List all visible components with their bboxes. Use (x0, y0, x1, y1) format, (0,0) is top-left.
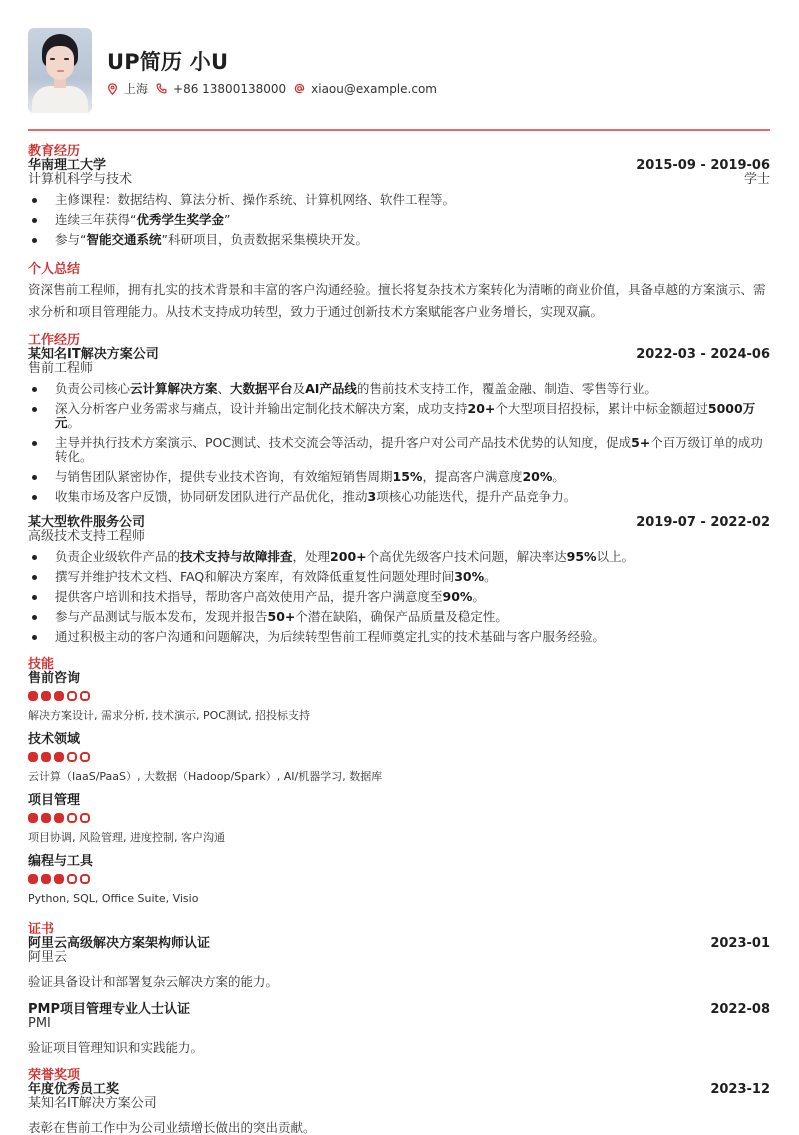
company-name: 某大型软件服务公司 (28, 515, 146, 530)
section-title: 个人总结 (28, 262, 81, 277)
avatar (28, 28, 92, 113)
rating-dot-filled (28, 752, 38, 762)
major: 计算机科学与技术 (28, 172, 133, 187)
certificate-date: 2023-01 (710, 936, 770, 951)
skill-item (28, 855, 770, 906)
skill-rating (28, 752, 770, 762)
skill-detail: 云计算（IaaS/PaaS）, 大数据（Hadoop/Spark）, AI/机器学习, 数据库 (28, 770, 383, 783)
skill-detail: Python, SQL, Office Suite, Visio (28, 892, 199, 905)
certificate-item (28, 937, 770, 989)
skill-detail: 解决方案设计, 需求分析, 技术演示, POC测试, 招投标支持 (28, 709, 310, 722)
award-item (28, 1083, 770, 1135)
section-title: 荣誉奖项 (28, 1068, 81, 1083)
rating-dot-filled (28, 691, 38, 701)
rating-dot-empty (80, 691, 90, 701)
rating-dot-empty (80, 874, 90, 884)
list-item: 提供客户培训和技术指导，帮助客户高效使用产品，提升客户满意度至90%。 (28, 590, 770, 604)
degree: 学士 (743, 172, 770, 187)
awards-section (28, 1069, 770, 1135)
award-name: 年度优秀员工奖 (28, 1082, 120, 1097)
rating-dot-empty (67, 691, 77, 701)
skill-name: 编程与工具 (28, 854, 94, 869)
list-item: 与销售团队紧密协作，提供专业技术咨询，有效缩短销售周期15%，提高客户满意度20%。 (28, 470, 770, 484)
rating-dot-filled (54, 752, 64, 762)
list-item: 负责企业级软件产品的技术支持与故障排查，处理200+个高优先级客户技术问题，解决率达95%以上。 (28, 550, 770, 564)
job-role: 售前工程师 (28, 361, 94, 376)
email-text: xiaou@example.com (311, 81, 437, 96)
education-section (28, 145, 770, 253)
list-item: 参与产品测试与版本发布，发现并报告50+个潜在缺陷，确保产品质量及稳定性。 (28, 610, 770, 624)
award-desc: 表彰在售前工作中为公司业绩增长做出的突出贡献。 (28, 1120, 316, 1135)
skill-name: 技术领域 (28, 732, 81, 747)
section-title: 证书 (28, 922, 55, 937)
list-item: 主导并执行技术方案演示、POC测试、技术交流会等活动，提升客户对公司产品技术优势的认知度，促成5+个百万级订单的成功转化。 (28, 436, 770, 464)
summary-text: 资深售前工程师，拥有扎实的技术背景和丰富的客户沟通经验。擅长将复杂技术方案转化为清晰的商业价值，具备卓越的方案演示、需求分析和项目管理能力。从技术支持成功转型，致力于通过创新技术方案赋能客户业务增长，实现双赢。 (28, 282, 766, 319)
skill-item (28, 794, 770, 845)
section-title: 教育经历 (28, 144, 81, 159)
rating-dot-filled (54, 874, 64, 884)
rating-dot-filled (54, 691, 64, 701)
certificate-desc: 验证项目管理知识和实践能力。 (28, 1040, 204, 1055)
rating-dot-empty (67, 813, 77, 823)
list-item: 收集市场及客户反馈，协同研发团队进行产品优化，推动3项核心功能迭代，提升产品竞争力。 (28, 490, 770, 504)
school-name: 华南理工大学 (28, 158, 107, 173)
list-item: 深入分析客户业务需求与痛点，设计并输出定制化技术解决方案，成功支持20+个大型项目招投标，累计中标金额超过5000万元。 (28, 402, 770, 430)
rating-dot-empty (80, 752, 90, 762)
email-at-icon (294, 83, 305, 94)
skill-rating (28, 874, 770, 884)
phone-icon (156, 83, 167, 94)
certificate-name: 阿里云高级解决方案架构师认证 (28, 936, 211, 951)
work-item (28, 348, 770, 504)
contact-email (294, 82, 437, 96)
contact-info (107, 80, 445, 97)
header-divider (28, 129, 770, 131)
resume-page (28, 0, 770, 1135)
work-dates: 2022-03 - 2024-06 (636, 347, 770, 362)
rating-dot-filled (41, 874, 51, 884)
list-item: 撰写并维护技术文档、FAQ和解决方案库，有效降低重复性问题处理时间30%。 (28, 570, 770, 584)
skill-name: 售前咨询 (28, 671, 81, 686)
job-role: 高级技术支持工程师 (28, 529, 146, 544)
location-text: 上海 (124, 82, 149, 96)
summary-section (28, 263, 770, 323)
rating-dot-filled (41, 752, 51, 762)
location-pin-icon (107, 83, 118, 95)
certificates-section (28, 923, 770, 1055)
phone-text: +86 13800138000 (173, 81, 287, 96)
skill-detail: 项目协调, 风险管理, 进度控制, 客户沟通 (28, 831, 225, 844)
list-item: 负责公司核心云计算解决方案、大数据平台及AI产品线的售前技术支持工作，覆盖金融、制造、零售等行业。 (28, 382, 770, 396)
work-section (28, 334, 770, 650)
rating-dot-filled (28, 874, 38, 884)
certificate-issuer: PMI (28, 1016, 51, 1031)
list-item: 参与“智能交通系统”科研项目，负责数据采集模块开发。 (28, 233, 770, 247)
list-item: 主修课程：数据结构、算法分析、操作系统、计算机网络、软件工程等。 (28, 193, 770, 207)
work-dates: 2019-07 - 2022-02 (636, 515, 770, 530)
list-item: 连续三年获得“优秀学生奖学金” (28, 213, 770, 227)
work-bullets (28, 382, 770, 504)
certificate-desc: 验证具备设计和部署复杂云解决方案的能力。 (28, 974, 279, 989)
contact-phone (156, 82, 286, 96)
section-title: 技能 (28, 657, 55, 672)
rating-dot-empty (67, 874, 77, 884)
award-date: 2023-12 (710, 1082, 770, 1097)
rating-dot-filled (54, 813, 64, 823)
work-item (28, 516, 770, 644)
education-dates: 2015-09 - 2019-06 (636, 158, 770, 173)
rating-dot-empty (80, 813, 90, 823)
skill-rating (28, 691, 770, 701)
list-item: 通过积极主动的客户沟通和问题解决，为后续转型售前工程师奠定扎实的技术基础与客户服务经验。 (28, 630, 770, 644)
certificate-issuer: 阿里云 (28, 950, 68, 965)
skill-item (28, 733, 770, 784)
education-bullets (28, 193, 770, 247)
rating-dot-filled (28, 813, 38, 823)
company-name: 某知名IT解决方案公司 (28, 347, 159, 362)
rating-dot-filled (41, 691, 51, 701)
skill-rating (28, 813, 770, 823)
certificate-date: 2022-08 (710, 1002, 770, 1017)
skill-name: 项目管理 (28, 793, 81, 808)
rating-dot-filled (41, 813, 51, 823)
certificate-item (28, 1003, 770, 1055)
rating-dot-empty (67, 752, 77, 762)
resume-header (28, 0, 770, 130)
award-issuer: 某知名IT解决方案公司 (28, 1096, 157, 1111)
contact-location (107, 80, 148, 97)
work-bullets (28, 550, 770, 644)
skill-item (28, 672, 770, 723)
section-title: 工作经历 (28, 333, 81, 348)
certificate-name: PMP项目管理专业人士认证 (28, 1002, 190, 1017)
skills-section (28, 658, 770, 906)
candidate-name: UP简历 小U (107, 50, 229, 74)
